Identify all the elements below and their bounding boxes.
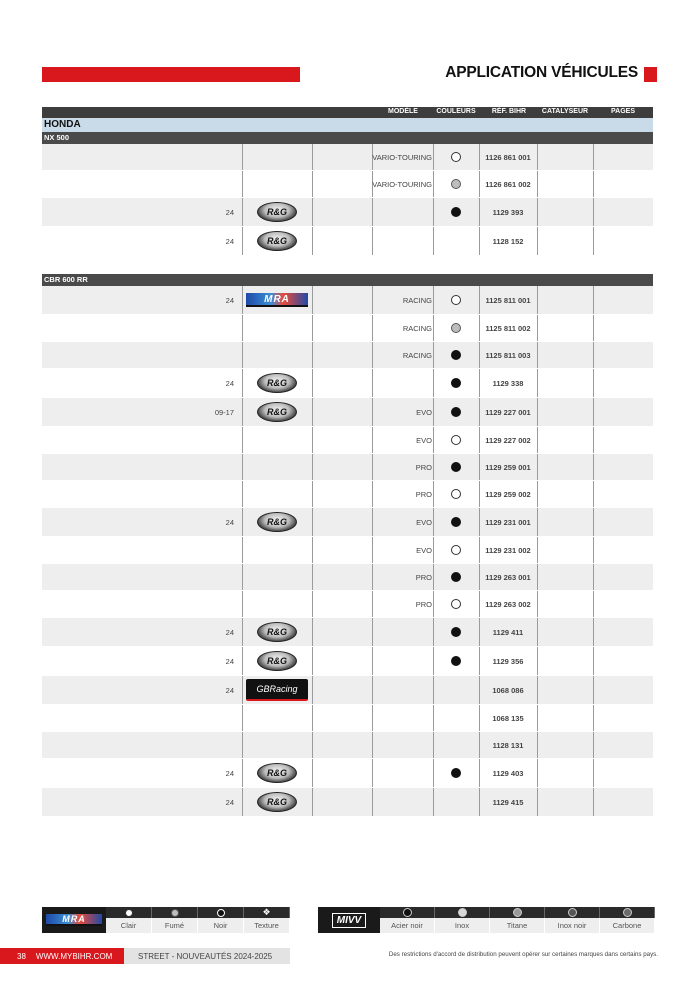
legend-item bbox=[600, 907, 655, 933]
finish-swatch-icon bbox=[513, 908, 522, 917]
table-row bbox=[42, 647, 653, 676]
ref-cell: 1068 086 bbox=[492, 685, 524, 695]
color-noir-icon bbox=[451, 656, 461, 666]
rg-logo: R&G bbox=[257, 202, 297, 222]
column-divider bbox=[312, 732, 313, 758]
column-divider bbox=[537, 398, 538, 426]
modele-cell bbox=[372, 618, 432, 646]
modele-cell: RACING bbox=[402, 295, 432, 305]
column-divider bbox=[537, 342, 538, 368]
brand-logo-cell bbox=[242, 618, 312, 646]
ref-cell: 1129 411 bbox=[492, 627, 524, 637]
column-divider bbox=[312, 508, 313, 536]
table-row bbox=[42, 537, 653, 564]
table-row bbox=[42, 676, 653, 705]
table-row bbox=[42, 508, 653, 537]
page-title: APPLICATION VÉHICULES bbox=[445, 64, 638, 81]
column-divider bbox=[537, 647, 538, 675]
year-cell bbox=[192, 427, 234, 453]
mra-logo: MRA bbox=[46, 914, 102, 926]
table-row bbox=[42, 454, 653, 481]
brand-logo-cell bbox=[242, 171, 312, 197]
table-row bbox=[42, 427, 653, 454]
year-cell: 24 bbox=[225, 236, 234, 246]
rg-logo: R&G bbox=[257, 512, 297, 532]
brand-logo-cell bbox=[242, 427, 312, 453]
modele-cell bbox=[372, 647, 432, 675]
ref-cell: 1129 227 001 bbox=[485, 407, 531, 417]
brand-logo-cell bbox=[242, 286, 312, 314]
column-divider bbox=[593, 508, 594, 536]
table-row bbox=[42, 315, 653, 342]
page-number: 38 bbox=[17, 951, 26, 961]
column-divider bbox=[593, 227, 594, 255]
column-divider bbox=[537, 732, 538, 758]
column-divider bbox=[593, 591, 594, 617]
column-divider bbox=[593, 286, 594, 314]
year-cell: 24 bbox=[225, 295, 234, 305]
column-divider bbox=[312, 144, 313, 170]
legend-label: Fumé bbox=[152, 918, 198, 933]
column-divider bbox=[593, 144, 594, 170]
year-cell: 24 bbox=[225, 656, 234, 666]
vehicle-application-table bbox=[42, 107, 653, 817]
rg-logo: R&G bbox=[257, 792, 297, 812]
year-cell bbox=[192, 315, 234, 341]
brand-logo-cell bbox=[242, 144, 312, 170]
modele-cell bbox=[372, 369, 432, 397]
brand-logo-cell bbox=[242, 759, 312, 787]
legend-label: Acier noir bbox=[380, 918, 435, 933]
ref-cell: 1129 356 bbox=[492, 656, 524, 666]
legend-item bbox=[435, 907, 490, 933]
color-clair-icon bbox=[451, 435, 461, 445]
color-cell bbox=[433, 759, 479, 787]
table-row bbox=[42, 171, 653, 198]
column-modele: MODÈLE bbox=[388, 108, 418, 115]
gb-logo: GBRacing bbox=[246, 679, 308, 701]
column-divider bbox=[537, 369, 538, 397]
color-clair-icon bbox=[451, 599, 461, 609]
year-cell: 24 bbox=[225, 627, 234, 637]
year-cell bbox=[192, 454, 234, 480]
year-cell: 24 bbox=[225, 378, 234, 388]
brand-logo-cell bbox=[242, 788, 312, 816]
year-cell: 24 bbox=[225, 685, 234, 695]
column-divider bbox=[312, 198, 313, 226]
brand-logo-cell bbox=[242, 676, 312, 704]
column-divider bbox=[312, 564, 313, 590]
modele-cell: PRO bbox=[415, 462, 432, 472]
color-legend-screens bbox=[42, 907, 292, 933]
brand-logo-cell bbox=[242, 369, 312, 397]
modele-cell bbox=[372, 788, 432, 816]
modele-cell bbox=[372, 676, 432, 704]
color-cell bbox=[433, 454, 479, 480]
finish-swatch-icon bbox=[458, 908, 467, 917]
table-row bbox=[42, 227, 653, 256]
color-cell bbox=[433, 732, 479, 758]
table-row bbox=[42, 198, 653, 227]
column-divider bbox=[312, 481, 313, 507]
table-row bbox=[42, 759, 653, 788]
legend-item bbox=[244, 907, 290, 933]
column-divider bbox=[537, 591, 538, 617]
ref-cell: 1128 152 bbox=[492, 236, 524, 246]
modele-cell bbox=[372, 732, 432, 758]
ref-cell: 1126 861 002 bbox=[485, 179, 531, 189]
color-legend-exhausts bbox=[318, 907, 658, 933]
page-number-box bbox=[0, 948, 124, 964]
modele-cell: PRO bbox=[415, 489, 432, 499]
year-cell bbox=[192, 591, 234, 617]
ref-cell: 1068 135 bbox=[492, 713, 524, 723]
year-cell: 24 bbox=[225, 517, 234, 527]
heading-accent-square bbox=[644, 67, 657, 82]
brand-logo-cell bbox=[242, 537, 312, 563]
ref-cell: 1126 861 001 bbox=[485, 152, 531, 162]
finish-swatch-icon bbox=[403, 908, 412, 917]
legend-item bbox=[380, 907, 435, 933]
modele-cell bbox=[372, 759, 432, 787]
column-divider bbox=[593, 398, 594, 426]
color-cell bbox=[433, 647, 479, 675]
brand-logo-cell bbox=[242, 315, 312, 341]
ref-cell: 1129 393 bbox=[492, 207, 524, 217]
rg-logo: R&G bbox=[257, 622, 297, 642]
mivv-logo: MIVV bbox=[332, 913, 366, 928]
ref-cell: 1128 131 bbox=[492, 740, 524, 750]
ref-cell: 1129 231 002 bbox=[485, 545, 531, 555]
color-cell bbox=[433, 537, 479, 563]
legend-item bbox=[198, 907, 244, 933]
year-cell bbox=[192, 171, 234, 197]
column-divider bbox=[593, 171, 594, 197]
ref-cell: 1129 263 001 bbox=[485, 572, 531, 582]
legend-label: Inox noir bbox=[545, 918, 600, 933]
table-row bbox=[42, 342, 653, 369]
color-cell bbox=[433, 286, 479, 314]
table-row bbox=[42, 705, 653, 732]
brand-logo-cell bbox=[242, 198, 312, 226]
color-noir-icon bbox=[451, 407, 461, 417]
year-cell bbox=[192, 564, 234, 590]
rg-logo: R&G bbox=[257, 651, 297, 671]
column-divider bbox=[537, 171, 538, 197]
color-cell bbox=[433, 618, 479, 646]
legend-label: Carbone bbox=[600, 918, 655, 933]
disclaimer: Des restrictions d'accord de distribution peuvent opérer sur certaines marques dans certains pays. bbox=[388, 951, 658, 958]
ref-cell: 1129 259 001 bbox=[485, 462, 531, 472]
legend-item bbox=[106, 907, 152, 933]
column-divider bbox=[537, 227, 538, 255]
brand-logo-cell bbox=[242, 227, 312, 255]
column-divider bbox=[593, 618, 594, 646]
rg-logo: R&G bbox=[257, 763, 297, 783]
column-divider bbox=[593, 732, 594, 758]
column-divider bbox=[312, 537, 313, 563]
year-cell: 24 bbox=[225, 797, 234, 807]
column-divider bbox=[537, 427, 538, 453]
color-cell bbox=[433, 369, 479, 397]
brand-logo-cell bbox=[242, 454, 312, 480]
column-divider bbox=[312, 369, 313, 397]
ref-cell: 1129 227 002 bbox=[485, 435, 531, 445]
modele-cell: VARIO-TOURING bbox=[372, 179, 432, 189]
modele-cell bbox=[372, 227, 432, 255]
column-divider bbox=[537, 315, 538, 341]
color-cell bbox=[433, 144, 479, 170]
brand-logo-cell bbox=[242, 398, 312, 426]
column-divider bbox=[312, 705, 313, 731]
legend-label: Inox bbox=[435, 918, 490, 933]
mivv-legend-logo bbox=[318, 907, 380, 933]
rg-logo: R&G bbox=[257, 373, 297, 393]
color-cell bbox=[433, 198, 479, 226]
column-divider bbox=[312, 342, 313, 368]
color-clair-icon bbox=[451, 152, 461, 162]
column-divider bbox=[312, 676, 313, 704]
legend-label: Noir bbox=[198, 918, 244, 933]
legend-item bbox=[490, 907, 545, 933]
color-cell bbox=[433, 676, 479, 704]
color-fume-icon bbox=[451, 179, 461, 189]
column-divider bbox=[537, 454, 538, 480]
column-divider bbox=[537, 198, 538, 226]
color-cell bbox=[433, 227, 479, 255]
column-divider bbox=[593, 564, 594, 590]
brand-logo-cell bbox=[242, 732, 312, 758]
color-noir-icon bbox=[451, 462, 461, 472]
column-divider bbox=[312, 788, 313, 816]
website-link[interactable]: WWW.MYBIHR.COM bbox=[35, 951, 113, 961]
legend-label: Clair bbox=[106, 918, 152, 933]
modele-cell: EVO bbox=[416, 435, 432, 445]
column-divider bbox=[537, 759, 538, 787]
table-row bbox=[42, 398, 653, 427]
table-row bbox=[42, 144, 653, 171]
texture-icon: ❖ bbox=[262, 907, 271, 917]
year-cell bbox=[192, 144, 234, 170]
ref-cell: 1125 811 001 bbox=[485, 295, 531, 305]
color-cell bbox=[433, 427, 479, 453]
brand-logo-cell bbox=[242, 481, 312, 507]
column-divider bbox=[537, 286, 538, 314]
color-clair-icon bbox=[451, 545, 461, 555]
model-row: CBR 600 RR bbox=[42, 274, 653, 286]
column-divider bbox=[537, 676, 538, 704]
column-divider bbox=[537, 705, 538, 731]
finish-swatch-icon bbox=[568, 908, 577, 917]
column-divider bbox=[593, 676, 594, 704]
footer-bar bbox=[0, 948, 700, 964]
table-row bbox=[42, 369, 653, 398]
color-clair-icon bbox=[451, 295, 461, 305]
column-divider bbox=[537, 618, 538, 646]
color-cell bbox=[433, 398, 479, 426]
modele-cell: VARIO-TOURING bbox=[372, 152, 432, 162]
column-divider bbox=[593, 342, 594, 368]
legend-label: Texture bbox=[244, 918, 290, 933]
table-row bbox=[42, 481, 653, 508]
column-catalyseur: CATALYSEUR bbox=[541, 108, 589, 115]
ref-cell: 1129 263 002 bbox=[485, 599, 531, 609]
color-cell bbox=[433, 564, 479, 590]
color-cell bbox=[433, 481, 479, 507]
year-cell: 24 bbox=[225, 207, 234, 217]
legend-item bbox=[152, 907, 198, 933]
catalog-name: STREET - NOUVEAUTÉS 2024-2025 bbox=[124, 948, 290, 964]
column-divider bbox=[312, 398, 313, 426]
column-header-row bbox=[42, 107, 653, 118]
table-row bbox=[42, 286, 653, 315]
ref-cell: 1129 403 bbox=[492, 768, 524, 778]
year-cell: 24 bbox=[225, 768, 234, 778]
year-cell: 09-17 bbox=[214, 407, 234, 417]
column-divider bbox=[537, 144, 538, 170]
year-cell bbox=[192, 537, 234, 563]
table-row bbox=[42, 732, 653, 759]
rg-logo: R&G bbox=[257, 402, 297, 422]
color-noir-icon bbox=[451, 207, 461, 217]
column-divider bbox=[593, 315, 594, 341]
column-divider bbox=[312, 647, 313, 675]
model-row: NX 500 bbox=[42, 132, 653, 144]
color-noir-icon bbox=[451, 768, 461, 778]
column-divider bbox=[593, 427, 594, 453]
column-divider bbox=[312, 591, 313, 617]
column-divider bbox=[312, 227, 313, 255]
table-row bbox=[42, 788, 653, 817]
table-row bbox=[42, 564, 653, 591]
column-divider bbox=[593, 537, 594, 563]
color-clair-icon bbox=[125, 909, 133, 917]
brand-logo-cell bbox=[242, 647, 312, 675]
column-ref: RÉF. BIHR bbox=[491, 108, 527, 115]
column-divider bbox=[593, 759, 594, 787]
column-divider bbox=[537, 481, 538, 507]
legend-item bbox=[545, 907, 600, 933]
column-couleurs: COULEURS bbox=[436, 108, 476, 115]
finish-swatch-icon bbox=[623, 908, 632, 917]
modele-cell: EVO bbox=[416, 517, 432, 527]
ref-cell: 1129 338 bbox=[492, 378, 524, 388]
column-divider bbox=[312, 286, 313, 314]
color-noir-icon bbox=[451, 627, 461, 637]
color-cell bbox=[433, 342, 479, 368]
color-noir-icon bbox=[451, 517, 461, 527]
column-divider bbox=[593, 481, 594, 507]
color-noir-icon bbox=[451, 378, 461, 388]
ref-cell: 1125 811 002 bbox=[485, 323, 531, 333]
color-cell bbox=[433, 705, 479, 731]
column-divider bbox=[312, 427, 313, 453]
color-cell bbox=[433, 171, 479, 197]
mra-legend-logo bbox=[42, 907, 106, 933]
column-divider bbox=[312, 454, 313, 480]
rg-logo: R&G bbox=[257, 231, 297, 251]
brand-logo-cell bbox=[242, 591, 312, 617]
table-row bbox=[42, 618, 653, 647]
ref-cell: 1129 231 001 bbox=[485, 517, 531, 527]
color-fume-icon bbox=[171, 909, 179, 917]
legend-label: Titane bbox=[490, 918, 545, 933]
modele-cell: EVO bbox=[416, 407, 432, 417]
color-cell bbox=[433, 591, 479, 617]
year-cell bbox=[192, 705, 234, 731]
year-cell bbox=[192, 732, 234, 758]
column-divider bbox=[537, 564, 538, 590]
mra-logo: MRA bbox=[246, 293, 308, 307]
brand-logo-cell bbox=[242, 342, 312, 368]
column-divider bbox=[312, 171, 313, 197]
brand-logo-cell bbox=[242, 705, 312, 731]
column-divider bbox=[312, 315, 313, 341]
column-pages: PAGES bbox=[611, 108, 635, 115]
column-divider bbox=[593, 369, 594, 397]
brand-logo-cell bbox=[242, 508, 312, 536]
brand-row: HONDA bbox=[42, 118, 653, 132]
column-divider bbox=[593, 454, 594, 480]
modele-cell: PRO bbox=[415, 599, 432, 609]
modele-cell bbox=[372, 705, 432, 731]
column-divider bbox=[312, 759, 313, 787]
column-divider bbox=[537, 788, 538, 816]
column-divider bbox=[593, 647, 594, 675]
modele-cell bbox=[372, 198, 432, 226]
modele-cell: RACING bbox=[402, 323, 432, 333]
column-divider bbox=[537, 508, 538, 536]
year-cell bbox=[192, 481, 234, 507]
color-noir-icon bbox=[451, 572, 461, 582]
section-gap bbox=[42, 256, 653, 274]
column-divider bbox=[593, 788, 594, 816]
color-cell bbox=[433, 315, 479, 341]
color-noir-icon bbox=[451, 350, 461, 360]
color-cell bbox=[433, 788, 479, 816]
color-cell bbox=[433, 508, 479, 536]
column-divider bbox=[593, 705, 594, 731]
modele-cell: RACING bbox=[402, 350, 432, 360]
column-divider bbox=[537, 537, 538, 563]
color-fume-icon bbox=[451, 323, 461, 333]
ref-cell: 1129 259 002 bbox=[485, 489, 531, 499]
modele-cell: PRO bbox=[415, 572, 432, 582]
top-red-bar bbox=[42, 67, 300, 82]
ref-cell: 1129 415 bbox=[492, 797, 524, 807]
column-divider bbox=[593, 198, 594, 226]
brand-logo-cell bbox=[242, 564, 312, 590]
table-row bbox=[42, 591, 653, 618]
year-cell bbox=[192, 342, 234, 368]
column-divider bbox=[312, 618, 313, 646]
modele-cell: EVO bbox=[416, 545, 432, 555]
color-clair-icon bbox=[451, 489, 461, 499]
color-noir-icon bbox=[217, 909, 225, 917]
ref-cell: 1125 811 003 bbox=[485, 350, 531, 360]
